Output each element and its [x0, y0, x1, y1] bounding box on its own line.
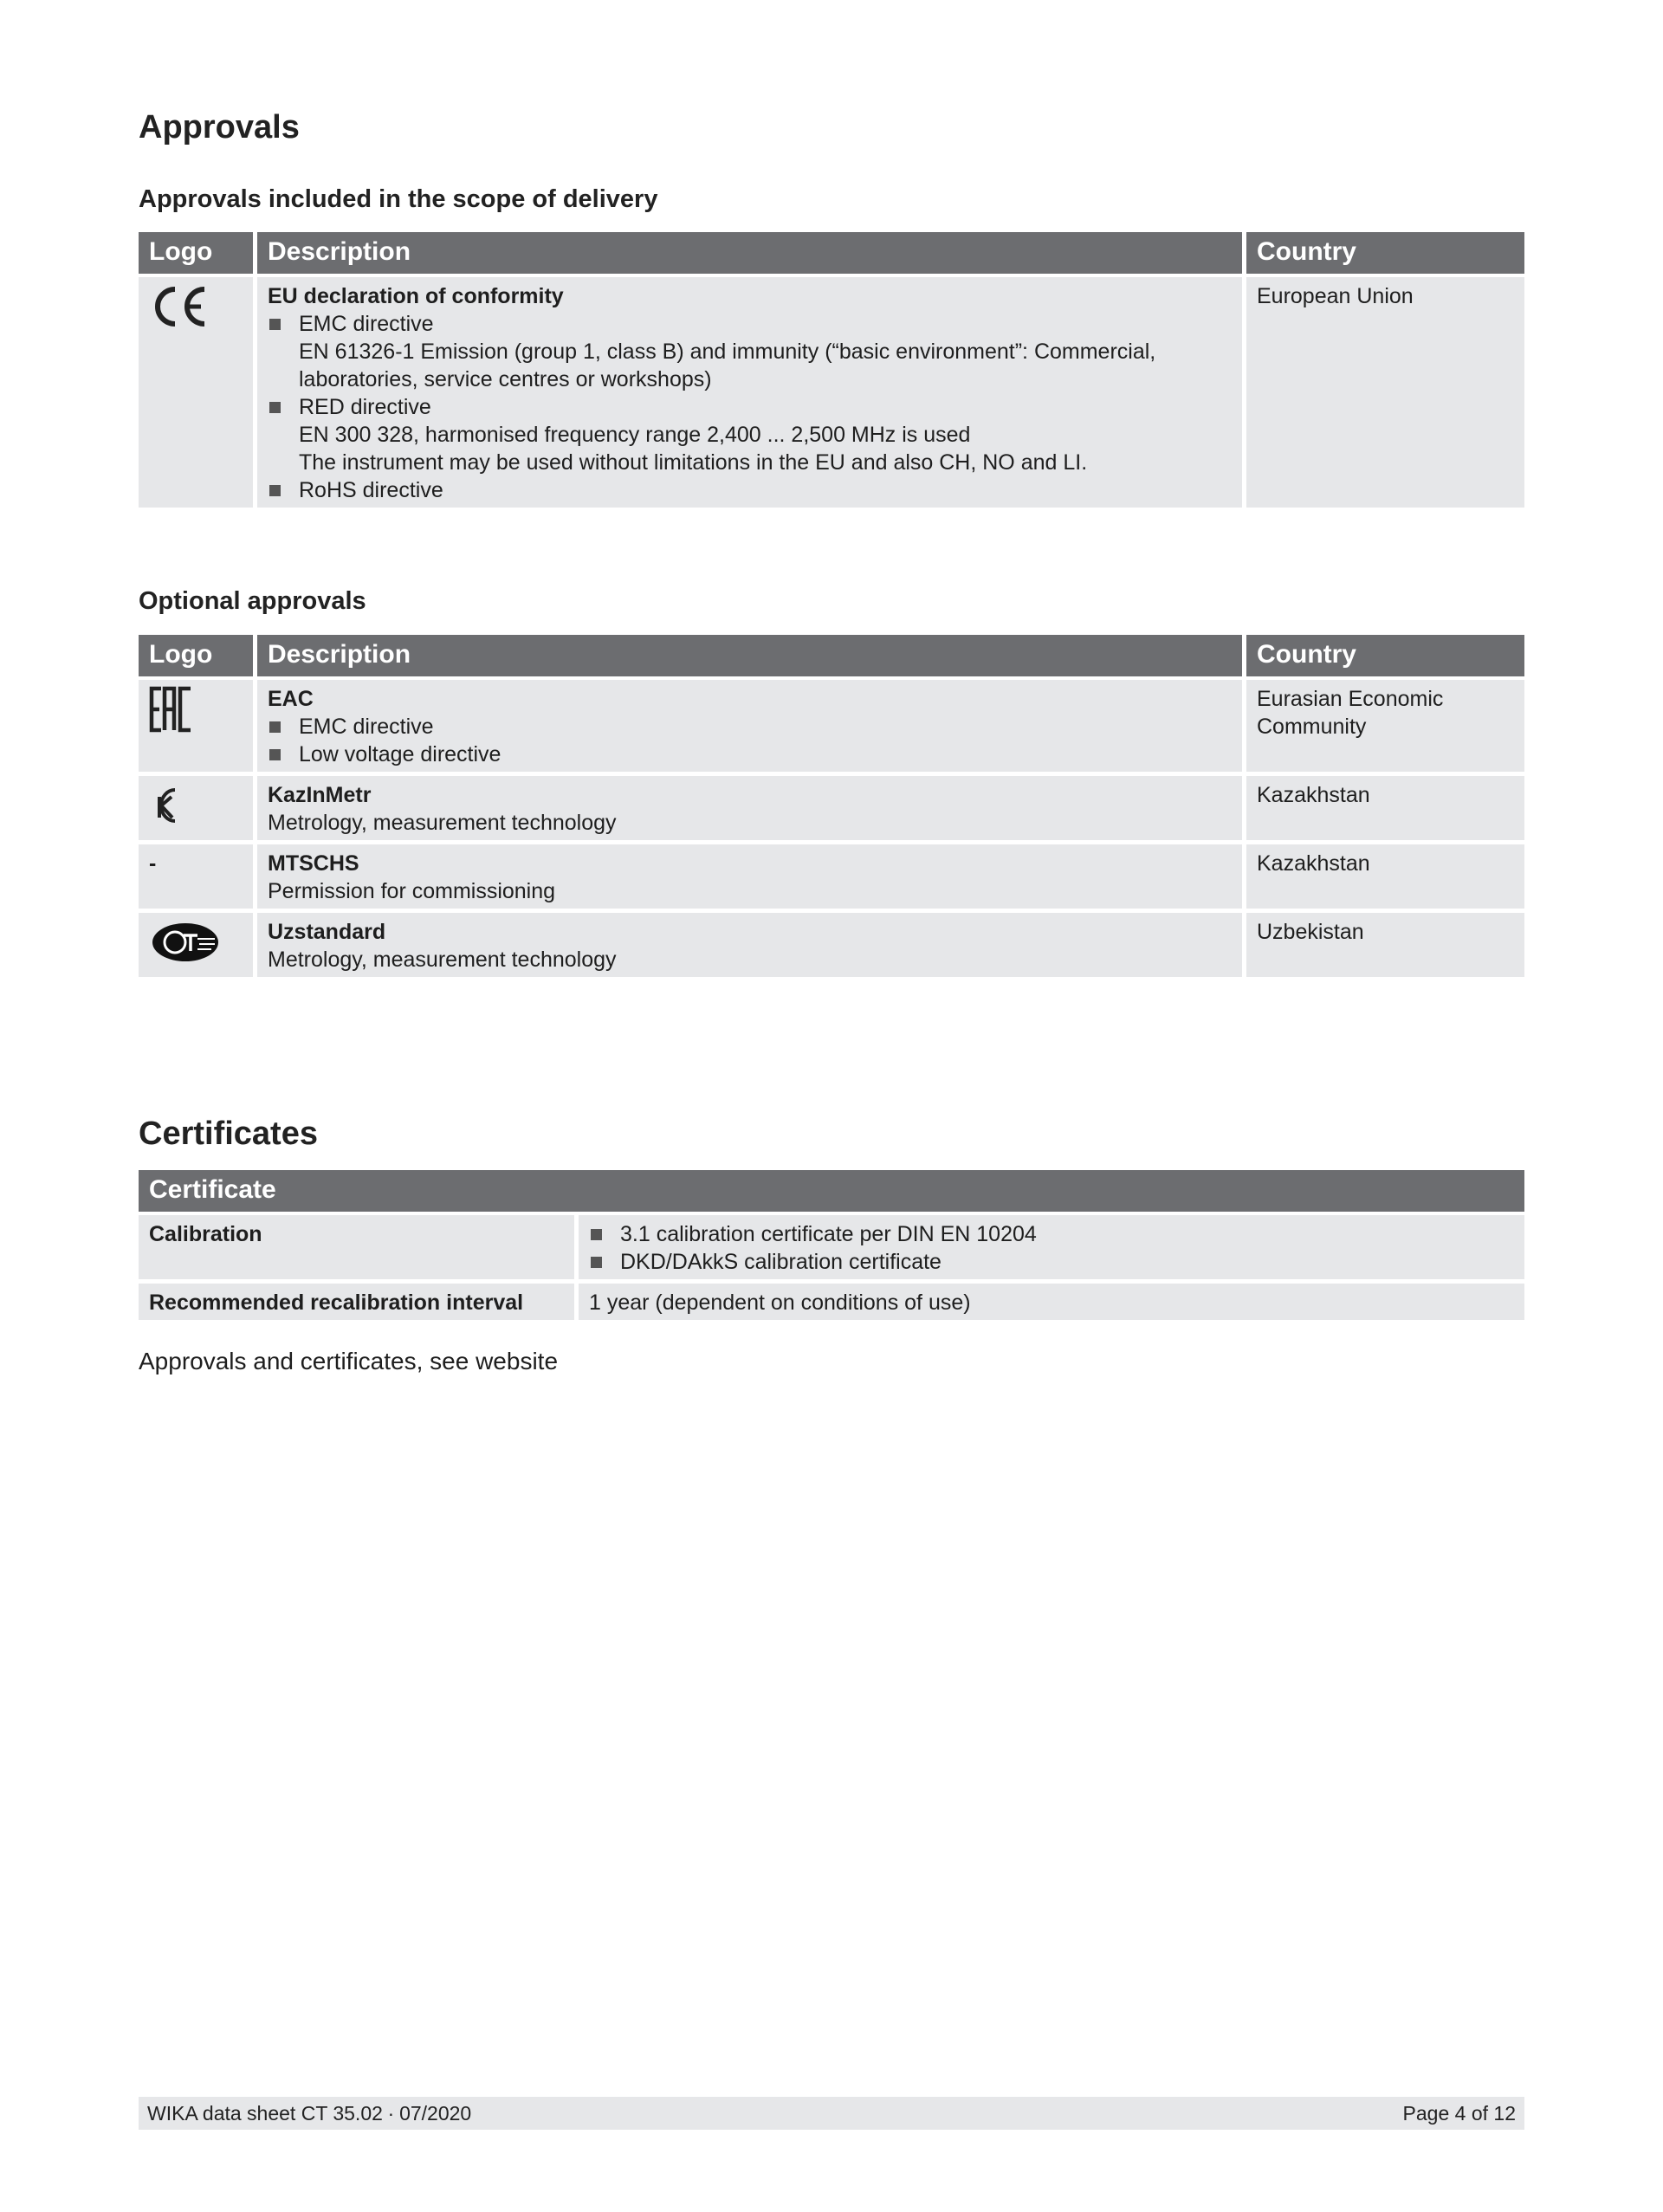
logo-cell	[139, 772, 253, 840]
approval-description: Permission for commissioning	[268, 879, 556, 903]
ce-mark-icon	[149, 282, 210, 331]
item-detail: EN 300 328, harmonised frequency range 2,400 ... 2,500 MHz is used	[299, 423, 971, 447]
table-row	[139, 1212, 1524, 1279]
list-item: EMC directive	[268, 713, 1232, 741]
table-row	[139, 1279, 1524, 1320]
uzstandard-mark-icon	[149, 918, 222, 967]
description-cell	[253, 840, 1242, 909]
certificate-label: Calibration	[139, 1212, 574, 1279]
list-item: DKD/DAkkS calibration certificate	[589, 1248, 1514, 1276]
approval-title: EAC	[268, 687, 314, 711]
footer-page-number: Page 4 of 12	[1402, 2102, 1516, 2125]
column-header-certificate: Certificate	[139, 1170, 1524, 1212]
page-footer	[139, 2097, 1524, 2130]
approval-description: Metrology, measurement technology	[268, 811, 617, 835]
item-detail: EN 61326-1 Emission (group 1, class B) and immunity (“basic environment”: Commercial, laboratories, service centres or workshops)	[299, 340, 1156, 391]
logo-cell	[139, 676, 253, 772]
logo-cell: -	[139, 840, 253, 909]
table-header-row	[139, 232, 1524, 274]
description-cell	[253, 676, 1242, 772]
table-header-row	[139, 635, 1524, 676]
description-cell	[253, 772, 1242, 840]
optional-approvals-table	[139, 635, 1524, 977]
list-item	[268, 476, 1232, 504]
table-row	[139, 274, 1524, 508]
approvals-heading: Approvals	[139, 109, 300, 146]
directive-list	[268, 713, 1232, 768]
certificates-table	[139, 1170, 1524, 1320]
approvals-certificates-note: Approvals and certificates, see website	[139, 1348, 559, 1374]
item-label: RED directive	[299, 395, 431, 419]
list-item	[268, 310, 1232, 393]
logo-cell	[139, 274, 253, 508]
country-cell: European Union	[1242, 274, 1524, 508]
approvals-included-heading: Approvals included in the scope of delivery	[139, 185, 658, 213]
approval-title: EU declaration of conformity	[268, 284, 564, 308]
list-item: Low voltage directive	[268, 741, 1232, 768]
column-header-country: Country	[1242, 232, 1524, 274]
certificate-label: Recommended recalibration interval	[139, 1279, 574, 1320]
footer-datasheet-info: WIKA data sheet CT 35.02 ∙ 07/2020	[147, 2102, 472, 2125]
item-label: EMC directive	[299, 312, 434, 336]
certificate-value: 1 year (dependent on conditions of use)	[574, 1279, 1524, 1320]
table-row	[139, 909, 1524, 977]
country-cell: Kazakhstan	[1242, 840, 1524, 909]
table-header-row	[139, 1170, 1524, 1212]
certificate-list	[589, 1220, 1514, 1276]
item-label: RoHS directive	[299, 478, 443, 502]
country-cell: Eurasian Economic Community	[1242, 676, 1524, 772]
certificate-value	[574, 1212, 1524, 1279]
table-row	[139, 772, 1524, 840]
description-cell	[253, 274, 1242, 508]
country-cell: Kazakhstan	[1242, 772, 1524, 840]
logo-cell	[139, 909, 253, 977]
optional-approvals-heading: Optional approvals	[139, 587, 366, 615]
column-header-country: Country	[1242, 635, 1524, 676]
table-row	[139, 840, 1524, 909]
description-cell	[253, 909, 1242, 977]
approval-title: MTSCHS	[268, 851, 359, 876]
approval-title: Uzstandard	[268, 920, 386, 944]
country-cell: Uzbekistan	[1242, 909, 1524, 977]
table-row	[139, 676, 1524, 772]
list-item: 3.1 calibration certificate per DIN EN 10204	[589, 1220, 1514, 1248]
list-item	[268, 393, 1232, 476]
column-header-description: Description	[253, 635, 1242, 676]
directive-list	[268, 310, 1232, 504]
kazinmetr-mark-icon	[149, 781, 184, 830]
column-header-description: Description	[253, 232, 1242, 274]
approval-title: KazInMetr	[268, 783, 372, 807]
column-header-logo: Logo	[139, 635, 253, 676]
item-detail: The instrument may be used without limitations in the EU and also CH, NO and LI.	[299, 450, 1088, 475]
approvals-included-table	[139, 232, 1524, 508]
certificates-heading: Certificates	[139, 1116, 318, 1152]
column-header-logo: Logo	[139, 232, 253, 274]
eac-mark-icon	[149, 685, 194, 734]
approval-description: Metrology, measurement technology	[268, 948, 617, 972]
